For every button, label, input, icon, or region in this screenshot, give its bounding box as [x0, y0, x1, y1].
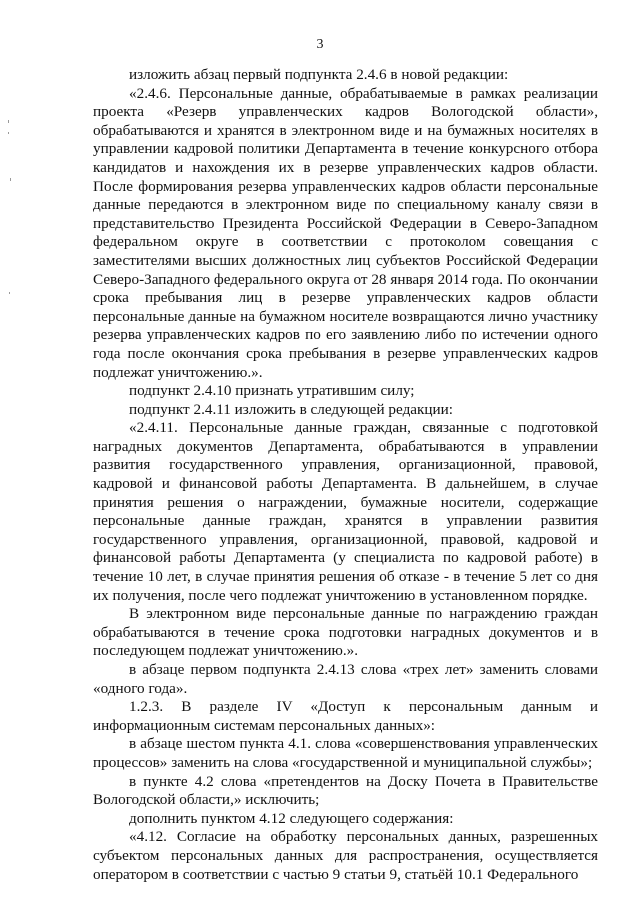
scan-speck — [8, 120, 9, 123]
paragraph: «2.4.6. Персональные данные, обрабатываемые в рамках реализации проекта «Резерв управленческих кадров Вологодской области», обрабатываются и хранятся в электронном виде и на бумажных носителях в управлении кадровой политики Департамента в течение конкурсного отбора кандидатов и нахождения их в резерве управленческих кадров области. После формирования резерва управленческих кадров области персональные данные передаются в электронном виде по специальному каналу связи в представительство Президента Российской Федерации в Северо-Западном федеральном округе в соответствии с протоколом совещания с заместителями высших должностных лиц субъектов Российской Федерации Северо-Западного федерального округа от 28 января 2014 года. По окончании срока пребывания лиц в резерве управленческих кадров области персональные данные на бумажном носителе возвращаются лично участнику резерва управленческих кадров по его заявлению либо по истечении одного года после окончания срока пребывания в резерве управленческих кадров подлежат уничтожению.». — [93, 84, 598, 381]
paragraph: в абзаце шестом пункта 4.1. слова «совершенствования управленческих процессов» заменить на слова «государственной и муниципальной службы»; — [93, 735, 598, 771]
paragraph: изложить абзац первый подпункта 2.4.6 в новой редакции: — [129, 66, 509, 83]
paragraph: в пункте 4.2 слова «претендентов на Доску Почета в Правительстве Вологодской области,» исключить; — [93, 772, 598, 809]
paragraph: в абзаце первом подпункта 2.4.13 слова «трех лет» заменить словами «одного года». — [93, 661, 598, 697]
paragraph: «4.12. Согласие на обработку персональных данных, разрешенных субъектом персональных данных для распространения, осуществляется оператором в соответствии с частью 9 статьи 9, статьёй 10.1 Федерального — [93, 828, 598, 883]
paragraph: дополнить пунктом 4.12 следующего содержания: — [129, 809, 454, 827]
paragraph: «2.4.11. Персональные данные граждан, связанные с подготовкой наградных документов Департамента, обрабатываются в управлении развития государственного управления, организационной, правовой, кадровой и финансовой работы Департамента. В дальнейшем, в случае принятия решения о награждении, бумажные носители, содержащие персональные данные граждан, хранятся в управлении развития государственного управления, организационной, правовой, кадровой и финансовой работы Департамента (у специалиста по кадровой работе) в течение 10 лет, в случае принятия решения об отказе - в течение 5 лет со дня их получения, после чего подлежат уничтожению в установленном порядке. — [93, 419, 598, 604]
paragraph: подпункт 2.4.11 изложить в следующей редакции: — [129, 400, 454, 418]
paragraph: 1.2.3. В разделе IV «Доступ к персональным данным и информационным системам персональных данных»: — [93, 698, 598, 734]
page-number: 3 — [316, 37, 324, 52]
scan-speck — [10, 178, 11, 181]
paragraph: В электронном виде персональные данные по награждению граждан обрабатываются в течение срока подготовки наградных документов и в последующем подлежат уничтожению.». — [93, 605, 598, 660]
paragraph: подпункт 2.4.10 признать утратившим силу; — [129, 382, 415, 400]
scan-speck — [8, 132, 9, 134]
scan-speck — [9, 292, 10, 294]
document-body — [93, 66, 598, 884]
